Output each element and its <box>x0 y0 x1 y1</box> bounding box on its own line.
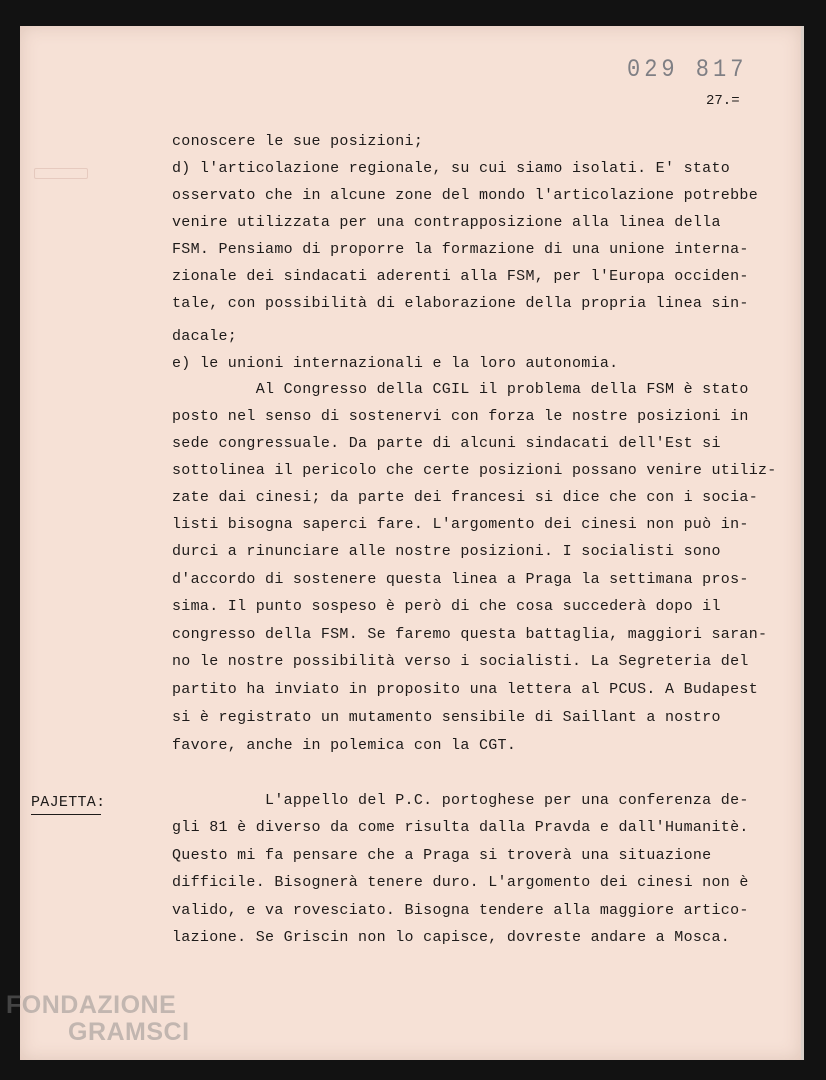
body-line: FSM. Pensiamo di proporre la formazione di una unione interna- <box>172 241 749 258</box>
speaker-line: difficile. Bisognerà tenere duro. L'argomento dei cinesi non è <box>172 874 749 891</box>
body-line: zate dai cinesi; da parte dei francesi si dice che con i socia- <box>172 489 758 506</box>
body-line: d) l'articolazione regionale, su cui siamo isolati. E' stato <box>172 160 731 177</box>
body-line: e) le unioni internazionali e la loro autonomia. <box>172 355 619 372</box>
body-line: no le nostre possibilità verso i socialisti. La Segreteria del <box>172 653 749 670</box>
body-line: zionale dei sindacati aderenti alla FSM, per l'Europa occiden- <box>172 268 749 285</box>
body-line: favore, anche in polemica con la CGT. <box>172 737 517 754</box>
body-line: conoscere le sue posizioni; <box>172 133 424 150</box>
speaker-underline <box>31 814 101 815</box>
body-line: posto nel senso di sostenervi con forza le nostre posizioni in <box>172 408 749 425</box>
speaker-line: valido, e va rovesciato. Bisogna tendere alla maggiore artico- <box>172 902 749 919</box>
page-edge <box>801 26 804 1060</box>
body-line: congresso della FSM. Se faremo questa battaglia, maggiori saran- <box>172 626 768 643</box>
archive-watermark <box>6 992 190 1046</box>
body-line: durci a rinunciare alle nostre posizioni. I socialisti sono <box>172 543 721 560</box>
body-line: listi bisogna saperci fare. L'argomento dei cinesi non può in- <box>172 516 749 533</box>
body-line: sede congressuale. Da parte di alcuni sindacati dell'Est si <box>172 435 721 452</box>
speaker-line: gli 81 è diverso da come risulta dalla Pravda e dall'Humanitè. <box>172 819 749 836</box>
body-line: tale, con possibilità di elaborazione della propria linea sin- <box>172 295 749 312</box>
body-line: sottolinea il pericolo che certe posizioni possano venire utiliz- <box>172 462 777 479</box>
speaker-line: L'appello del P.C. portoghese per una conferenza de- <box>172 792 749 809</box>
watermark-line1: FONDAZIONE <box>6 991 177 1019</box>
body-line: partito ha inviato in proposito una lettera al PCUS. A Budapest <box>172 681 758 698</box>
body-line: si è registrato un mutamento sensibile di Saillant a nostro <box>172 709 721 726</box>
speaker-label: PAJETTA: <box>31 794 106 811</box>
page-number: 27.= <box>706 93 740 109</box>
body-line: dacale; <box>172 328 238 345</box>
body-line: osservato che in alcune zone del mondo l'articolazione potrebbe <box>172 187 758 204</box>
body-line: d'accordo di sostenere questa linea a Praga la settimana pros- <box>172 571 749 588</box>
watermark-line2: GRAMSCI <box>68 1018 190 1046</box>
archive-number: 029 817 <box>627 55 748 84</box>
body-line: Al Congresso della CGIL il problema della FSM è stato <box>172 381 749 398</box>
speaker-line: Questo mi fa pensare che a Praga si troverà una situazione <box>172 847 712 864</box>
faint-stamp <box>34 168 88 179</box>
speaker-line: lazione. Se Griscin non lo capisce, dovreste andare a Mosca. <box>172 929 731 946</box>
body-line: sima. Il punto sospeso è però di che cosa succederà dopo il <box>172 598 721 615</box>
body-line: venire utilizzata per una contrapposizione alla linea della <box>172 214 721 231</box>
